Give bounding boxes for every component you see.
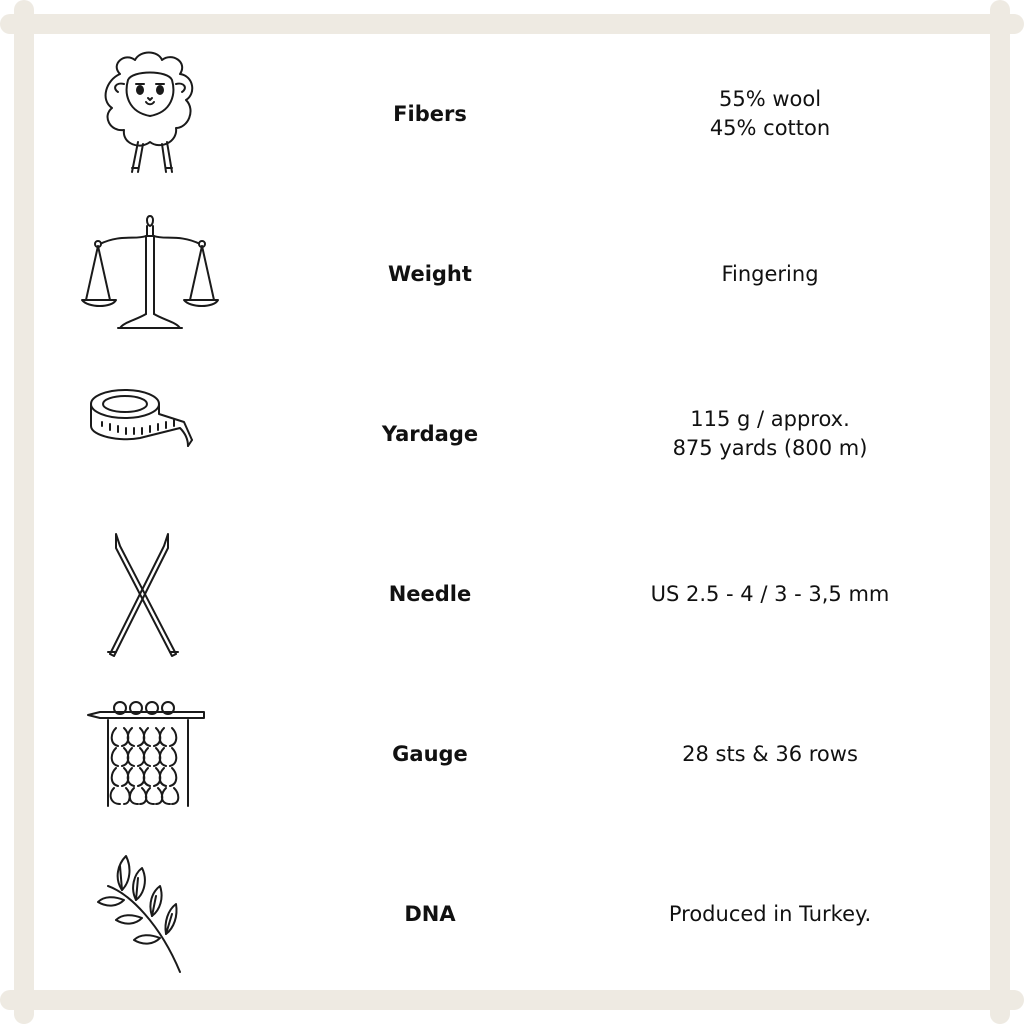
sheep-icon [80, 44, 220, 184]
value-fibers [600, 39, 940, 189]
knit-swatch-icon [80, 684, 220, 824]
label-gauge: Gauge [392, 742, 468, 766]
info-row-gauge [40, 679, 984, 829]
value-gauge [600, 679, 940, 829]
label-needle: Needle [388, 582, 472, 606]
frame-top [0, 14, 1024, 34]
value-weight [600, 199, 940, 349]
value-weight-line-1: Fingering [721, 261, 819, 286]
frame-left [14, 0, 34, 1024]
info-row-dna [40, 839, 984, 989]
info-row-fibers [40, 39, 984, 189]
knitting-needles-icon [80, 524, 220, 664]
scale-icon [80, 204, 220, 344]
info-row-needle [40, 519, 984, 669]
value-dna-line-1: Produced in Turkey. [668, 901, 872, 926]
value-yardage-line-1: 115 g / approx. [690, 407, 850, 431]
value-fibers-line-1: 55% wool [718, 87, 822, 111]
label-weight: Weight [388, 262, 472, 286]
value-needle-line-1: US 2.5 - 4 / 3 - 3,5 mm [650, 581, 890, 606]
value-needle [600, 519, 940, 669]
frame-bottom [0, 990, 1024, 1010]
frame-right [990, 0, 1010, 1024]
label-yardage: Yardage [381, 422, 479, 446]
value-yardage [600, 359, 940, 509]
measuring-tape-icon [80, 364, 220, 504]
value-dna [600, 839, 940, 989]
label-fibers: Fibers [393, 102, 467, 126]
info-row-yardage [40, 359, 984, 509]
info-row-weight [40, 199, 984, 349]
value-yardage-line-2: 875 yards (800 m) [672, 436, 868, 460]
label-dna: DNA [404, 902, 456, 926]
value-fibers-line-2: 45% cotton [709, 116, 831, 140]
leaf-branch-icon [80, 844, 220, 984]
value-gauge-line-1: 28 sts & 36 rows [682, 741, 858, 766]
